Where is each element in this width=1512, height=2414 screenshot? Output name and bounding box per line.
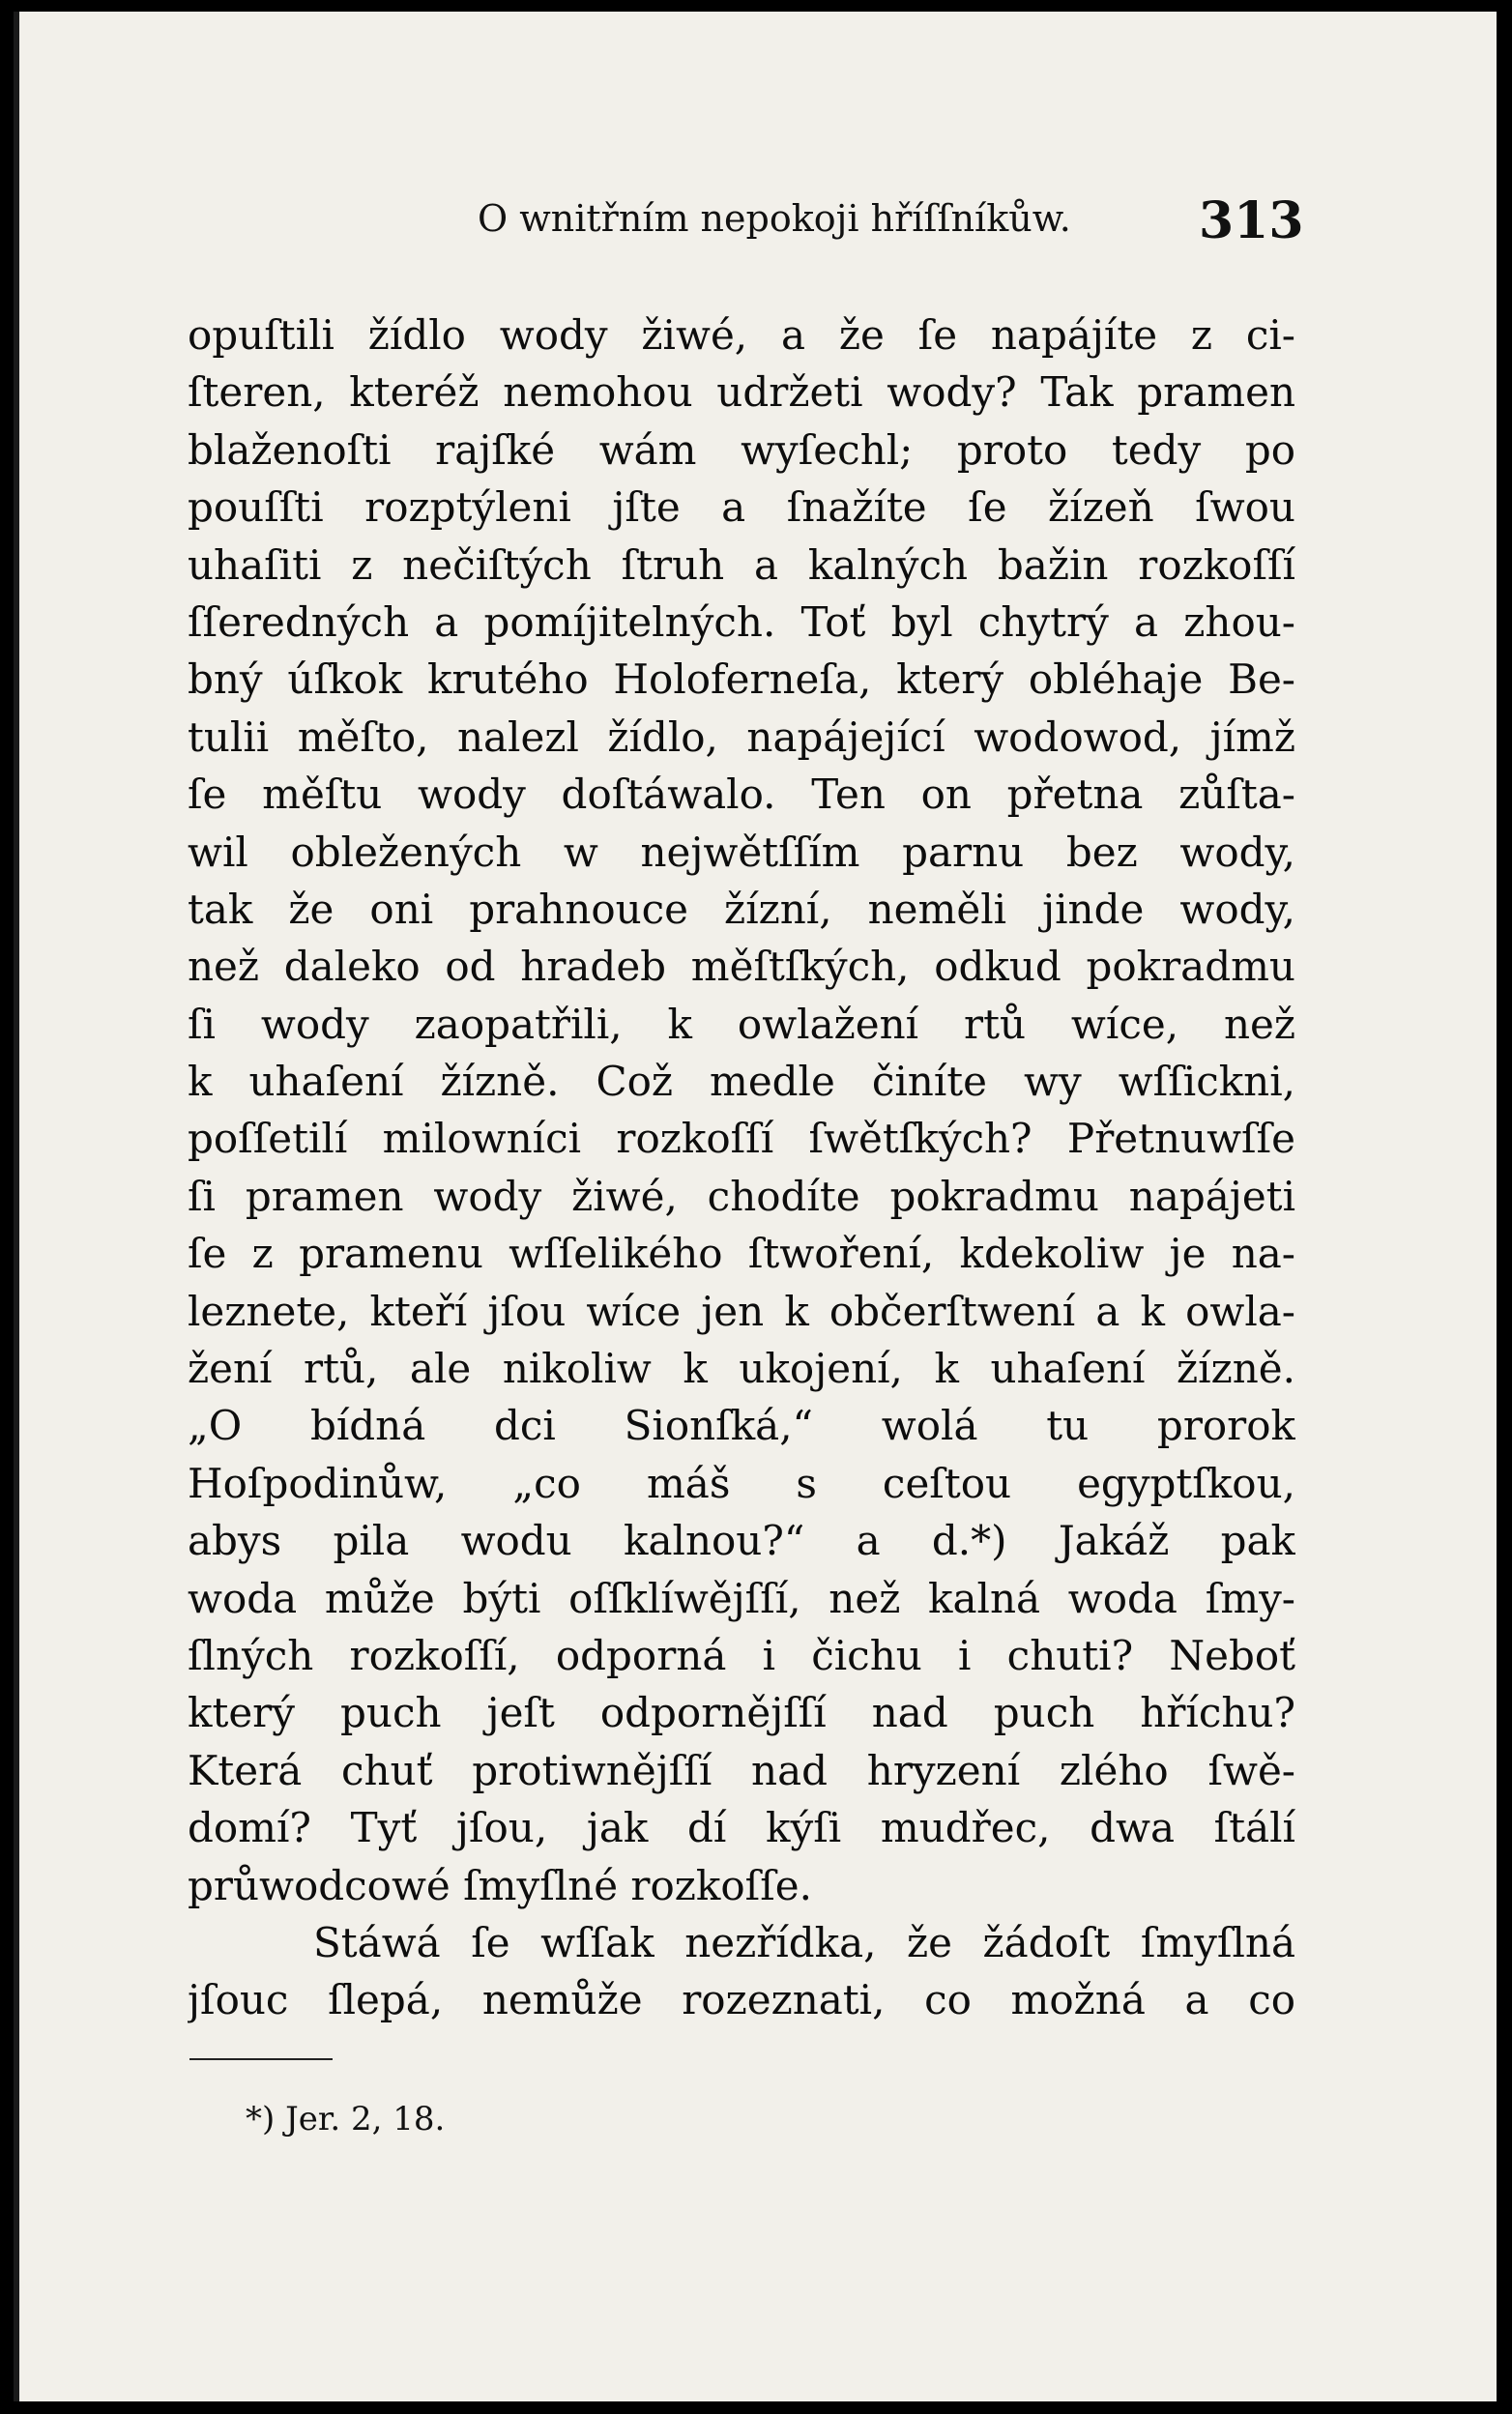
page-number: 313 — [1199, 191, 1304, 250]
text-line: ſi pramen wody žiwé, chodíte pokradmu napájeti — [188, 1172, 1295, 1220]
text-line: pouſſti rozptýleni jſte a ſnažíte ſe žízeň ſwou — [188, 483, 1295, 532]
text-line: ſi wody zaopatřili, k owlažení rtů wíce, než — [188, 1000, 1295, 1048]
text-line: abys pila wodu kalnou?“ a d.*) Jakáž pak — [188, 1517, 1295, 1565]
footnote: *) Jer. 2, 18. — [246, 2100, 446, 2138]
text-line: ſe z pramenu wſſelikého ſtwoření, kdekoliw je na- — [188, 1230, 1295, 1278]
text-line: ſſeredných a pomíjitelných. Toť byl chytrý a zhou- — [188, 597, 1295, 646]
text-line: poſſetilí milowníci rozkoſſí ſwětſkých? Přetnuwſſe — [188, 1115, 1295, 1163]
text-line: ſe měſtu wody doſtáwalo. Ten on přetna zůſta- — [188, 771, 1295, 819]
text-line: než daleko od hradeb měſtſkých, odkud pokradmu — [188, 943, 1295, 991]
text-line: woda může býti oſſklíwějſſí, než kalná woda ſmy- — [188, 1574, 1295, 1622]
text-line: Která chuť protiwnějſſí nad hryzení zlého ſwě- — [188, 1746, 1295, 1794]
footnote-rule — [189, 2058, 333, 2060]
text-line: opuſtili žídlo wody žiwé, a že ſe napájíte z ci- — [188, 311, 1295, 359]
text-line: leznete, kteří jſou wíce jen k občerſtwení a k owla- — [188, 1287, 1295, 1335]
text-line: tulii měſto, nalezl žídlo, napájející wodowod, jímž — [188, 713, 1295, 761]
text-line: „O bídná dci Sionſká,“ wolá tu prorok — [188, 1402, 1295, 1450]
text-line: jſouc ſlepá, nemůže rozeznati, co možná a co — [188, 1976, 1295, 2024]
body-text — [188, 306, 1295, 2029]
text-line: Hoſpodinůw, „co máš s ceſtou egyptſkou, — [188, 1459, 1295, 1507]
text-line: ſteren, kteréž nemohou udržeti wody? Tak pramen — [188, 368, 1295, 417]
text-line: ſlných rozkoſſí, odporná i čichu i chuti? Neboť — [188, 1631, 1295, 1679]
running-title: O wnitřním nepokoji hříſſníkůw. — [478, 197, 1071, 240]
text-line: tak že oni prahnouce žízní, neměli jinde wody, — [188, 885, 1295, 933]
binding-edge-mark — [14, 12, 19, 2401]
text-line: domí? Tyť jſou, jak dí kýſi mudřec, dwa ſtálí — [188, 1804, 1295, 1852]
text-line: žení rtů, ale nikoliw k ukojení, k uhaſení žízně. — [188, 1345, 1295, 1393]
text-line: uhaſiti z nečiſtých ſtruh a kalných bažin rozkoſſí — [188, 540, 1295, 589]
paragraph-end-line: průwodcowé ſmyſlné rozkoſſe. — [188, 1861, 812, 1909]
text-line: k uhaſení žízně. Což medle činíte wy wſſickni, — [188, 1058, 1295, 1106]
text-line: bný úſkok krutého Holoferneſa, který obléhaje Be- — [188, 655, 1295, 704]
text-line: blaženoſti rajſké wám wyſechl; proto tedy po — [188, 425, 1295, 474]
text-line: který puch jeſt odpornějſſí nad puch hříchu? — [188, 1689, 1295, 1737]
paragraph-start-line: Stáwá ſe wſſak nezřídka, že žádoſt ſmyſlná — [313, 1918, 1295, 1966]
book-page — [14, 12, 1497, 2401]
text-line: wil obležených w nejwětſſím parnu bez wody, — [188, 828, 1295, 876]
page-header — [14, 191, 1497, 265]
